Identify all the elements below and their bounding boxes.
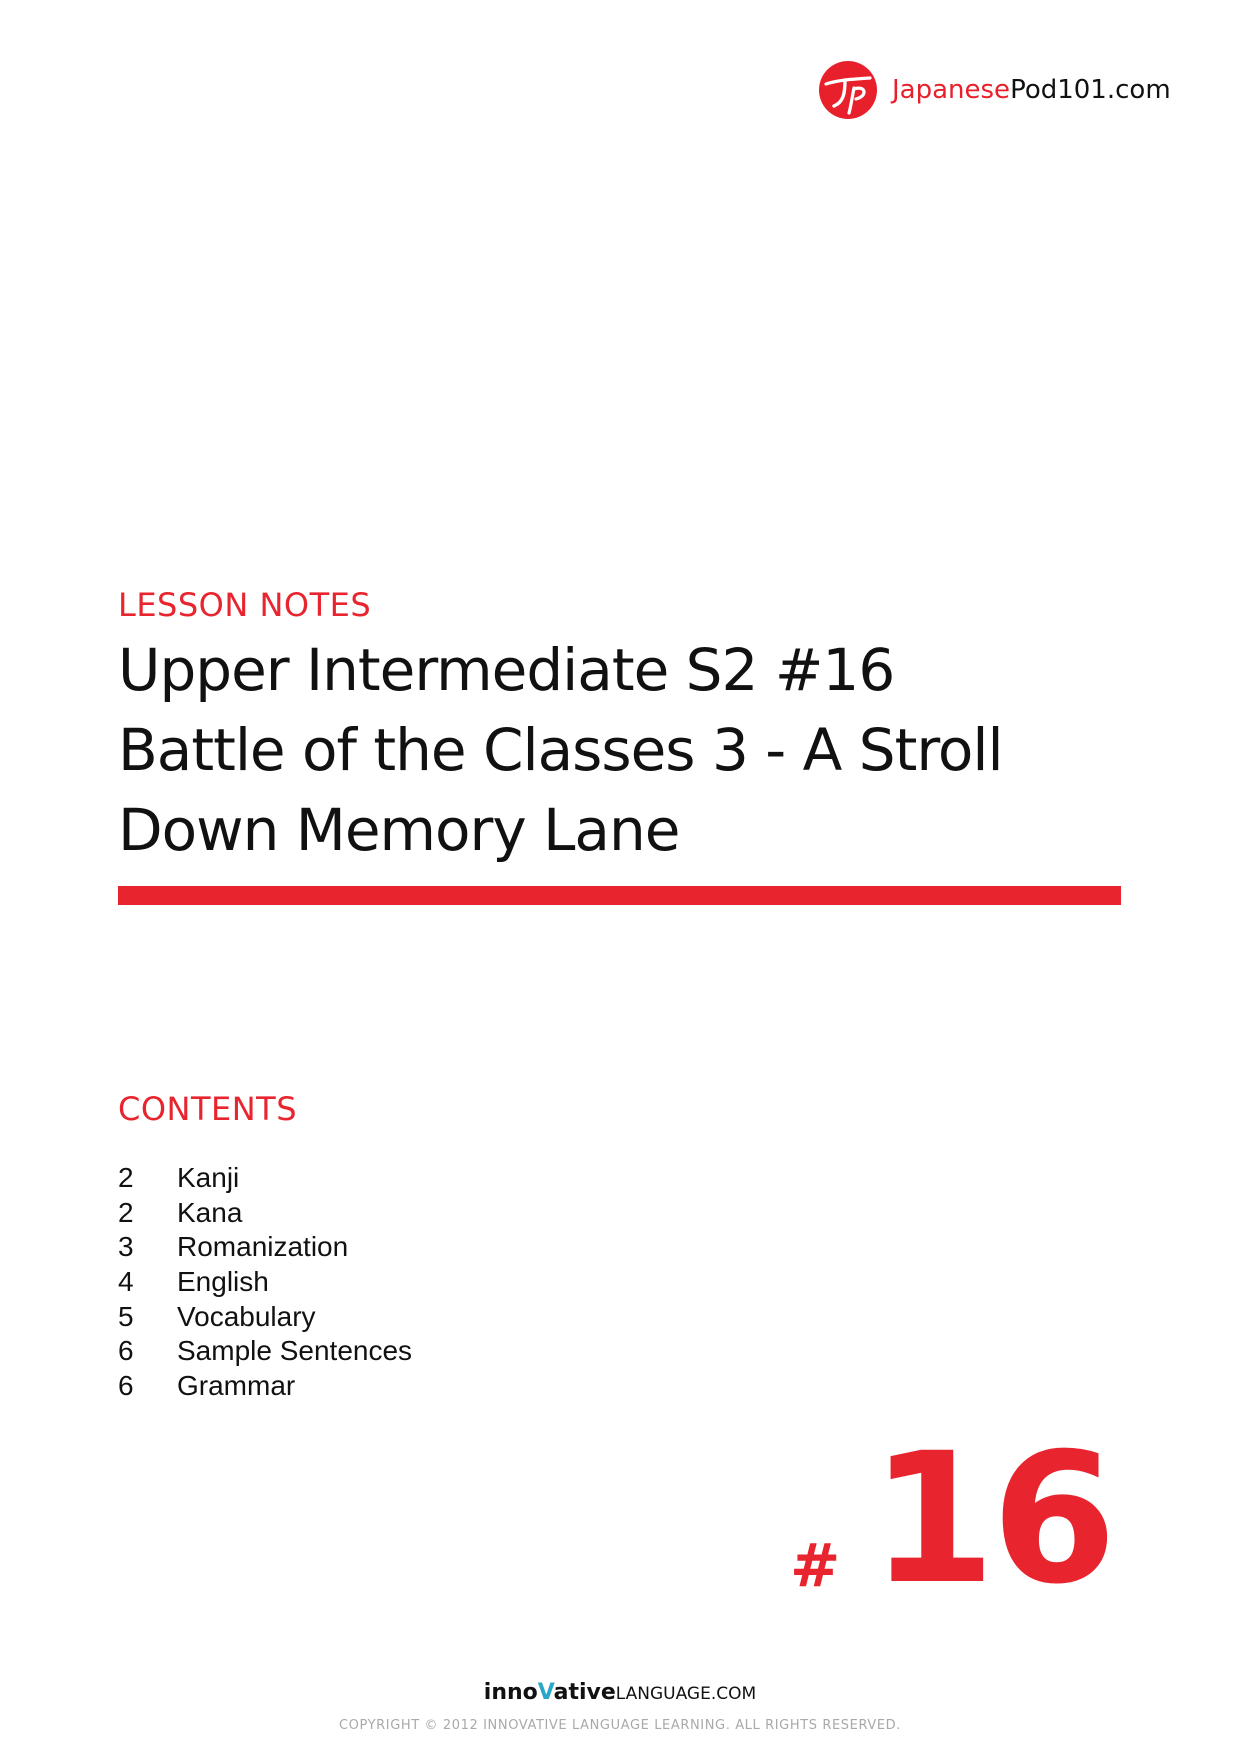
- title-divider: [118, 886, 1121, 905]
- contents-item-label: Kanji: [177, 1162, 240, 1194]
- footer-logo-part1: inno: [483, 1680, 538, 1705]
- contents-item-label: Grammar: [177, 1369, 296, 1401]
- contents-item-kanji[interactable]: [118, 1161, 412, 1196]
- lesson-number-hash: #: [790, 1531, 841, 1601]
- contents-list: [118, 1161, 412, 1403]
- brand-wordmark-part2: Pod101.com: [1010, 75, 1171, 105]
- contents-label: CONTENTS: [118, 1090, 298, 1128]
- contents-item-kana[interactable]: [118, 1196, 412, 1231]
- lesson-title: [118, 630, 1118, 870]
- japanesepod101-logo-icon: [818, 60, 878, 120]
- contents-item-vocabulary[interactable]: [118, 1299, 412, 1334]
- brand-wordmark-part1: Japanese: [892, 75, 1011, 105]
- brand-logo: [818, 58, 1171, 122]
- contents-item-page: 2: [118, 1162, 134, 1194]
- lesson-number-badge: [790, 1415, 1113, 1624]
- contents-item-page: 6: [118, 1335, 134, 1367]
- footer-logo-part4: LANGUAGE.COM: [615, 1684, 757, 1704]
- lesson-number-value: 16: [870, 1415, 1113, 1624]
- contents-item-english[interactable]: [118, 1265, 412, 1300]
- contents-item-page: 4: [118, 1266, 134, 1298]
- contents-item-label: Vocabulary: [177, 1300, 316, 1332]
- lesson-title-line-3: Down Memory Lane: [118, 796, 680, 864]
- contents-item-label: Kana: [177, 1196, 243, 1228]
- contents-item-grammar[interactable]: [118, 1369, 412, 1404]
- copyright-notice: COPYRIGHT © 2012 INNOVATIVE LANGUAGE LEARNING. ALL RIGHTS RESERVED.: [338, 1718, 902, 1733]
- contents-item-sample-sentences[interactable]: [118, 1334, 412, 1369]
- contents-item-page: 6: [118, 1369, 134, 1401]
- contents-item-label: English: [177, 1266, 269, 1298]
- contents-item-page: 5: [118, 1300, 134, 1332]
- brand-wordmark: [892, 77, 1171, 103]
- contents-item-page: 3: [118, 1231, 134, 1263]
- footer-logo-part3: ative: [553, 1680, 616, 1705]
- lesson-title-line-2: Battle of the Classes 3 - A Stroll: [118, 716, 1003, 784]
- lesson-title-line-1: Upper Intermediate S2 #16: [118, 636, 895, 704]
- contents-item-label: Romanization: [177, 1231, 349, 1263]
- contents-item-romanization[interactable]: [118, 1230, 412, 1265]
- footer-logo-part2: V: [537, 1680, 554, 1705]
- lesson-notes-label: LESSON NOTES: [118, 586, 372, 624]
- contents-item-label: Sample Sentences: [177, 1335, 413, 1367]
- contents-item-page: 2: [118, 1196, 134, 1228]
- innovative-language-logo: [0, 1680, 1240, 1705]
